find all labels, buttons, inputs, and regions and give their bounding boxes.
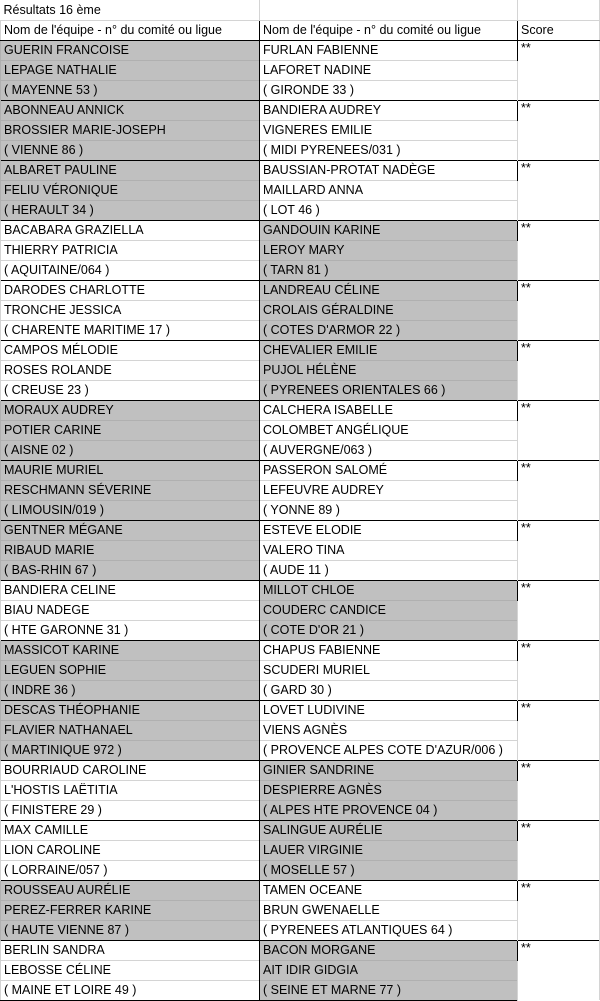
table-row <box>1 760 600 780</box>
team-a-cell: ROUSSEAU AURÉLIE <box>1 880 260 900</box>
sheet-title: Résultats 16 ème <box>1 0 260 20</box>
table-row <box>1 160 600 180</box>
team-b-cell: BAUSSIAN-PROTAT NADÈGE <box>260 160 518 180</box>
team-b-cell: ( MOSELLE 57 ) <box>260 860 518 880</box>
table-row <box>1 680 600 700</box>
team-b-cell: LEROY MARY <box>260 240 518 260</box>
team-a-cell: LEGUEN SOPHIE <box>1 660 260 680</box>
table-row <box>1 520 600 540</box>
team-a-cell: MORAUX AUDREY <box>1 400 260 420</box>
table-row <box>1 240 600 260</box>
table-row <box>1 440 600 460</box>
team-a-cell: BOURRIAUD CAROLINE <box>1 760 260 780</box>
score-cell: ** <box>518 460 600 520</box>
team-b-cell: SCUDERI MURIEL <box>260 660 518 680</box>
team-b-cell: COLOMBET ANGÉLIQUE <box>260 420 518 440</box>
team-a-cell: L'HOSTIS LAËTITIA <box>1 780 260 800</box>
table-row <box>1 820 600 840</box>
team-b-cell: GANDOUIN KARINE <box>260 220 518 240</box>
team-b-cell: ( TARN 81 ) <box>260 260 518 280</box>
team-b-cell: ( PROVENCE ALPES COTE D'AZUR/006 ) <box>260 740 518 760</box>
team-b-cell: CROLAIS GÉRALDINE <box>260 300 518 320</box>
table-row <box>1 700 600 720</box>
score-cell: ** <box>518 940 600 1000</box>
score-cell: ** <box>518 820 600 880</box>
team-b-cell: CALCHERA ISABELLE <box>260 400 518 420</box>
table-row <box>1 200 600 220</box>
team-a-cell: DESCAS THÉOPHANIE <box>1 700 260 720</box>
team-b-cell: ( COTES D'ARMOR 22 ) <box>260 320 518 340</box>
table-row <box>1 900 600 920</box>
table-row <box>1 880 600 900</box>
team-a-cell: BACABARA GRAZIELLA <box>1 220 260 240</box>
table-row <box>1 80 600 100</box>
table-row <box>1 580 600 600</box>
team-b-cell: LANDREAU CÉLINE <box>260 280 518 300</box>
team-b-cell: GINIER SANDRINE <box>260 760 518 780</box>
table-row <box>1 600 600 620</box>
team-a-cell: PEREZ-FERRER KARINE <box>1 900 260 920</box>
table-row <box>1 180 600 200</box>
team-b-cell: LOVET LUDIVINE <box>260 700 518 720</box>
table-row <box>1 360 600 380</box>
table-row <box>1 840 600 860</box>
table-row <box>1 720 600 740</box>
table-row <box>1 260 600 280</box>
table-row <box>1 620 600 640</box>
score-cell: ** <box>518 520 600 580</box>
team-a-cell: ( AISNE 02 ) <box>1 440 260 460</box>
table-row <box>1 320 600 340</box>
score-cell: ** <box>518 40 600 100</box>
team-a-cell: ( HTE GARONNE 31 ) <box>1 620 260 640</box>
team-a-cell: LION CAROLINE <box>1 840 260 860</box>
table-row <box>1 120 600 140</box>
score-cell: ** <box>518 580 600 640</box>
team-b-cell: COUDERC CANDICE <box>260 600 518 620</box>
team-a-cell: ( CHARENTE MARITIME 17 ) <box>1 320 260 340</box>
team-b-cell: ( PYRENEES ORIENTALES 66 ) <box>260 380 518 400</box>
team-a-cell: ( LIMOUSIN/019 ) <box>1 500 260 520</box>
table-row <box>1 500 600 520</box>
team-a-cell: BROSSIER MARIE-JOSEPH <box>1 120 260 140</box>
team-b-cell: VIENS AGNÈS <box>260 720 518 740</box>
score-cell: ** <box>518 340 600 400</box>
table-row <box>1 800 600 820</box>
table-row <box>1 640 600 660</box>
score-cell: ** <box>518 880 600 940</box>
table-row <box>1 100 600 120</box>
team-a-cell: ( HERAULT 34 ) <box>1 200 260 220</box>
table-row <box>1 920 600 940</box>
team-a-cell: GENTNER MÉGANE <box>1 520 260 540</box>
table-row <box>1 420 600 440</box>
team-a-cell: LEPAGE NATHALIE <box>1 60 260 80</box>
table-row <box>1 60 600 80</box>
team-a-cell: ( CREUSE 23 ) <box>1 380 260 400</box>
team-b-cell: BANDIERA AUDREY <box>260 100 518 120</box>
team-a-cell: MASSICOT KARINE <box>1 640 260 660</box>
team-b-cell: BRUN GWENAELLE <box>260 900 518 920</box>
score-cell: ** <box>518 700 600 760</box>
team-a-cell: ( FINISTERE 29 ) <box>1 800 260 820</box>
team-b-cell: SALINGUE AURÉLIE <box>260 820 518 840</box>
team-b-cell: ( GIRONDE 33 ) <box>260 80 518 100</box>
team-b-cell: PASSERON SALOMÉ <box>260 460 518 480</box>
team-b-cell: FURLAN FABIENNE <box>260 40 518 60</box>
table-row <box>1 940 600 960</box>
table-row <box>1 780 600 800</box>
header-team-a: Nom de l'équipe - n° du comité ou ligue <box>1 20 260 40</box>
team-a-cell: ( MAINE ET LOIRE 49 ) <box>1 980 260 1000</box>
team-a-cell: BERLIN SANDRA <box>1 940 260 960</box>
team-b-cell: BACON MORGANE <box>260 940 518 960</box>
team-a-cell: ( HAUTE VIENNE 87 ) <box>1 920 260 940</box>
team-a-cell: ( AQUITAINE/064 ) <box>1 260 260 280</box>
team-b-cell: ( SEINE ET MARNE 77 ) <box>260 980 518 1000</box>
team-a-cell: TRONCHE JESSICA <box>1 300 260 320</box>
team-b-cell: AIT IDIR GIDGIA <box>260 960 518 980</box>
table-row <box>1 540 600 560</box>
table-row <box>1 980 600 1000</box>
score-cell: ** <box>518 160 600 220</box>
table-row <box>1 460 600 480</box>
table-row <box>1 860 600 880</box>
table-row <box>1 960 600 980</box>
table-row <box>1 140 600 160</box>
team-a-cell: ( MARTINIQUE 972 ) <box>1 740 260 760</box>
team-a-cell: RIBAUD MARIE <box>1 540 260 560</box>
team-b-cell: ( LOT 46 ) <box>260 200 518 220</box>
team-b-cell: ( AUVERGNE/063 ) <box>260 440 518 460</box>
header-score: Score <box>518 20 600 40</box>
table-row <box>1 220 600 240</box>
team-a-cell: ( MAYENNE 53 ) <box>1 80 260 100</box>
team-a-cell: POTIER CARINE <box>1 420 260 440</box>
team-b-cell: ( YONNE 89 ) <box>260 500 518 520</box>
team-b-cell: VIGNERES EMILIE <box>260 120 518 140</box>
team-b-cell: PUJOL HÉLÈNE <box>260 360 518 380</box>
team-b-cell: ( GARD 30 ) <box>260 680 518 700</box>
score-cell: ** <box>518 640 600 700</box>
team-b-cell: LAFORET NADINE <box>260 60 518 80</box>
team-b-cell: DESPIERRE AGNÈS <box>260 780 518 800</box>
team-b-cell: ( MIDI PYRENEES/031 ) <box>260 140 518 160</box>
team-a-cell: LEBOSSE CÉLINE <box>1 960 260 980</box>
table-row <box>1 300 600 320</box>
title-row <box>1 0 600 20</box>
team-b-cell: ( COTE D'OR 21 ) <box>260 620 518 640</box>
team-b-cell: MILLOT CHLOE <box>260 580 518 600</box>
team-a-cell: FELIU VÉRONIQUE <box>1 180 260 200</box>
team-a-cell: GUERIN FRANCOISE <box>1 40 260 60</box>
team-a-cell: ( LORRAINE/057 ) <box>1 860 260 880</box>
score-cell: ** <box>518 280 600 340</box>
team-a-cell: MAX CAMILLE <box>1 820 260 840</box>
team-a-cell: RESCHMANN SÉVERINE <box>1 480 260 500</box>
table-row <box>1 740 600 760</box>
team-a-cell: ROSES ROLANDE <box>1 360 260 380</box>
team-b-cell: VALERO TINA <box>260 540 518 560</box>
team-a-cell: BIAU NADEGE <box>1 600 260 620</box>
team-a-cell: ( INDRE 36 ) <box>1 680 260 700</box>
header-team-b: Nom de l'équipe - n° du comité ou ligue <box>260 20 518 40</box>
team-a-cell: MAURIE MURIEL <box>1 460 260 480</box>
team-a-cell: ( BAS-RHIN 67 ) <box>1 560 260 580</box>
table-row <box>1 40 600 60</box>
team-b-cell: CHAPUS FABIENNE <box>260 640 518 660</box>
team-b-cell: TAMEN OCEANE <box>260 880 518 900</box>
team-b-cell: CHEVALIER EMILIE <box>260 340 518 360</box>
table-row <box>1 660 600 680</box>
table-row <box>1 560 600 580</box>
score-cell: ** <box>518 220 600 280</box>
team-a-cell: ( VIENNE 86 ) <box>1 140 260 160</box>
header-row <box>1 20 600 40</box>
table-row <box>1 380 600 400</box>
score-cell: ** <box>518 400 600 460</box>
team-a-cell: ABONNEAU ANNICK <box>1 100 260 120</box>
team-a-cell: FLAVIER NATHANAEL <box>1 720 260 740</box>
team-a-cell: THIERRY PATRICIA <box>1 240 260 260</box>
score-cell: ** <box>518 100 600 160</box>
team-a-cell: CAMPOS MÉLODIE <box>1 340 260 360</box>
team-a-cell: ALBARET PAULINE <box>1 160 260 180</box>
team-a-cell: BANDIERA CELINE <box>1 580 260 600</box>
score-cell: ** <box>518 760 600 820</box>
table-row <box>1 400 600 420</box>
team-b-cell: MAILLARD ANNA <box>260 180 518 200</box>
team-b-cell: ( ALPES HTE PROVENCE 04 ) <box>260 800 518 820</box>
table-row <box>1 280 600 300</box>
team-a-cell: DARODES CHARLOTTE <box>1 280 260 300</box>
team-b-cell: ( PYRENEES ATLANTIQUES 64 ) <box>260 920 518 940</box>
team-b-cell: ESTEVE ELODIE <box>260 520 518 540</box>
team-b-cell: LEFEUVRE AUDREY <box>260 480 518 500</box>
team-b-cell: ( AUDE 11 ) <box>260 560 518 580</box>
table-row <box>1 480 600 500</box>
table-row <box>1 340 600 360</box>
team-b-cell: LAUER VIRGINIE <box>260 840 518 860</box>
